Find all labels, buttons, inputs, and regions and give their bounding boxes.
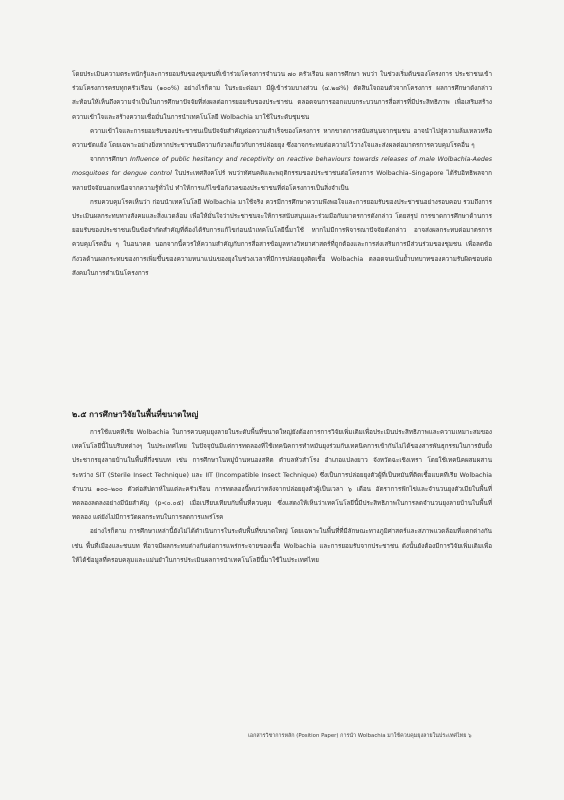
text-block-bottom <box>72 426 492 568</box>
text-block-top <box>72 68 492 281</box>
paragraph-community-acceptance: โดยประเมินความตระหนักรู้และการยอมรับของชุมชนที่เข้าร่วมโครงการจำนวน ๗๐ ครัวเรือน ผลการศึกษา พบว่า ในช่วงเริ่มต้นของโครงการ ประชาชนเข้าร่วมโครงการครบทุกครัวเรือน (๑๐๐%) อย่างไรก็ตาม ในระยะต่อมา มีผู้เข้าร่วมบางส่วน (๔.๒๘%) ตัดสินใจถอนตัวจากโครงการ ผลการศึกษาดังกล่าวสะท้อนให้เห็นถึงความจำเป็นในการศึกษาปัจจัยที่ส่งผลต่อการยอมรับของประชาชน ตลอดจนการออกแบบกระบวนการสื่อสารที่มีประสิทธิภาพ เพื่อเสริมสร้างความเข้าใจและสร้างความเชื่อมั่นในการนำเทคโนโลยี Wolbachia มาใช้ในระดับชุมชน <box>72 71 492 121</box>
paragraph-ddc-recommendation: กรมควบคุมโรคเห็นว่า ก่อนนำเทคโนโลยี Wolbachia มาใช้จริง ควรมีการศึกษาความพึงพอใจและการยอมรับของประชาชนอย่างรอบคอบ รวมถึงการประเมินผลกระทบทางสังคมและสิ่งแวดล้อม เพื่อให้มั่นใจว่าประชาชนจะให้การสนับสนุนและร่วมมือกับมาตรการดังกล่าว โดยสรุป การขาดการศึกษาด้านการยอมรับของประชาชนเป็นข้อจำกัดสำคัญที่ต้องได้รับการแก้ไขก่อนนำเทคโนโลยีนี้มาใช้ หากไม่มีการพิจารณาปัจจัยดังกล่าว อาจส่งผลกระทบต่อมาตรการควบคุมโรคอื่น ๆ ในอนาคต นอกจากนี้ควรให้ความสำคัญกับการสื่อสารข้อมูลทางวิทยาศาสตร์ที่ถูกต้องและการส่งเสริมการมีส่วนร่วมของชุมชน เพื่อลดข้อกังวลด้านผลกระทบของการเพิ่มขึ้นของความหนาแน่นของยุงในช่วงเวลาที่มีการปล่อยยุงติดเชื้อ Wolbachia ตลอดจนเน้นย้ำบทบาทของความรับผิดชอบต่อสังคมในการดำเนินโครงการ <box>72 198 492 277</box>
paragraph-singapore-study <box>72 153 492 196</box>
paragraph-public-understanding: ความเข้าใจและการยอมรับของประชาชนเป็นปัจจัยสำคัญต่อความสำเร็จของโครงการ หากขาดการสนับสนุนจากชุมชน อาจนำไปสู่ความล้มเหลวหรือความขัดแย้ง โดยเฉพาะอย่างยิ่งหากประชาชนมีความกังวลเกี่ยวกับการปล่อยยุง ซึ่งอาจกระทบต่อความไว้วางใจและส่งผลต่อมาตรการควบคุมโรคอื่น ๆ <box>72 127 492 150</box>
paragraph-further-research: อย่างไรก็ตาม การศึกษาเหล่านี้ยังไม่ได้ดำเนินการในระดับพื้นที่ขนาดใหญ่ โดยเฉพาะในพื้นที่ที่มีลักษณะทางภูมิศาสตร์และสภาพแวดล้อมที่แตกต่างกัน เช่น พื้นที่เมืองและชนบท ที่อาจมีผลกระทบต่างกันต่อการแพร่กระจายของเชื้อ Wolbachia และการยอมรับจากประชาชน ดังนั้นยังต้องมีการวิจัยเพิ่มเติมเพื่อให้ได้ข้อมูลที่ครอบคลุมและแม่นยำในการประเมินผลการนำเทคโนโลยีนี้มาใช้ในประเทศไทย <box>72 528 492 564</box>
page-footer: เอกสารวิชาการหลัก (Position Paper) การนำ Wolbachia มาใช้ควบคุมยุงลายในประเทศไทย ๖ <box>248 733 472 739</box>
singapore-study-title: Influence of public hesitancy and receptivity on reactive behaviours towards releases of male Wolbachia-Aedes mosquitoes for dengue control <box>72 156 492 178</box>
singapore-study-findings: ในประเทศสิงคโปร์ พบว่าทัศนคติและพฤติกรรมของประชาชนต่อโครงการ Wolbachia–Singapore ได้รับอิทธิพลจากหลายปัจจัยนอกเหนือจากความรู้ทั่วไป ทำให้การแก้ไขข้อกังวลของประชาชนที่ต่อโครงการเป็นสิ่งจำเป็น <box>72 170 492 192</box>
singapore-study-intro: จากการศึกษา <box>90 156 131 164</box>
section-heading: ๒.๕ การศึกษาวิจัยในพื้นที่ขนาดใหญ่ <box>72 410 199 419</box>
paragraph-large-scale-research: การใช้แบคทีเรีย Wolbachia ในการควบคุมยุงลายในระดับพื้นที่ขนาดใหญ่ยังต้องการการวิจัยเพิ่มเติมเพื่อประเมินประสิทธิภาพและความเหมาะสมของเทคโนโลยีนี้ในบริบทต่างๆ ในประเทศไทย ในปัจจุบันมีแต่การทดลองที่ใช้เทคนิคการทำหมันยุงร่วมกับเทคนิคการเข้ากันไม่ได้ของสารพันธุกรรมในการยับยั้งประชากรยุงลายบ้านในพื้นที่กึ่งชนบท เช่น การศึกษาในหมู่บ้านหนองสทิต ตำบลหัวสำโรง อำเภอแปลงยาว จังหวัดฉะเชิงเทรา โดยใช้เทคนิคผสมผสานระหว่าง SIT (Sterile Insect Technique) และ IIT (Incompatible Insect Technique) ซึ่งเป็นการปล่อยยุงตัวผู้ที่เป็นหมันที่ติดเชื้อแบคทีเรีย Wolbachia จำนวน ๑๐๐–๒๐๐ ตัวต่อสัปดาห์ในแต่ละครัวเรือน การทดลองนี้พบว่าหลังจากปล่อยยุงตัวผู้เป็นเวลา ๖ เดือน อัตราการฟักไข่และจำนวนยุงตัวเมียในพื้นที่ทดลองลดลงอย่างมีนัยสำคัญ (p<๐.๐๕) เมื่อเปรียบเทียบกับพื้นที่ควบคุม ซึ่งแสดงให้เห็นว่าเทคโนโลยีนี้มีประสิทธิภาพในการลดจำนวนยุงลายบ้านในพื้นที่ทดลอง แต่ยังไม่มีการวัดผลกระทบในการลดการแพร่โรค <box>72 429 492 522</box>
